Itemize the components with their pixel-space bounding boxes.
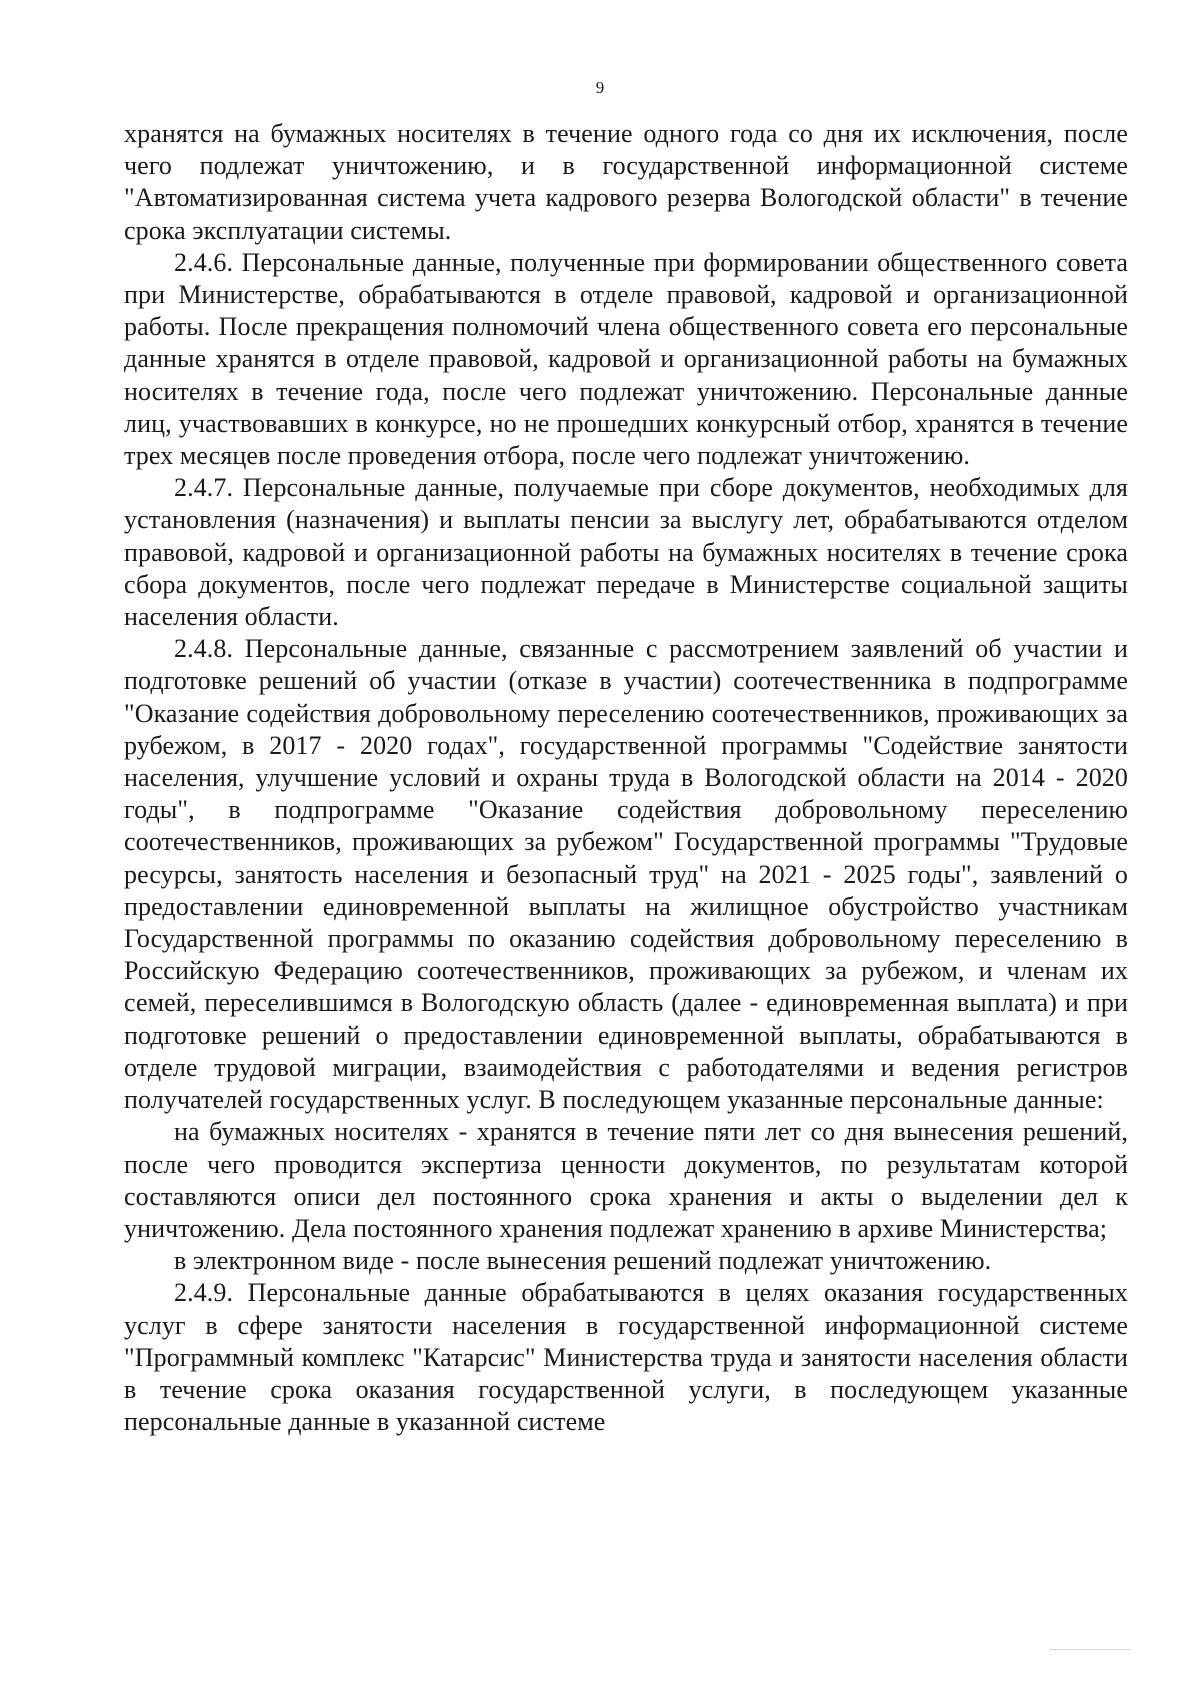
paragraph-2-4-6: 2.4.6. Персональные данные, полученные при формировании общественного совета при Министерстве, обрабатываются в отделе правовой, кадровой и организационной работы. После прекращения полномочий члена общественного совета его персональные данные хранятся в отделе правовой, кадровой и организационной работы на бумажных носителях в течение года, после чего подлежат уничтожению. Персональные данные лиц, участвовавших в конкурсе, но не прошедших конкурсный отбор, хранятся в течение трех месяцев после проведения отбора, после чего подлежат уничтожению. — [124, 247, 1128, 471]
page-number: 9 — [595, 78, 605, 97]
paragraph-2-4-8: 2.4.8. Персональные данные, связанные с рассмотрением заявлений об участии и подготовке решений об участии (отказе в участии) соотечественника в подпрограмме "Оказание содействия добровольному переселению соотечественников, проживающих за рубежом, в 2017 - 2020 годах", государственной программы "Содействие занятости населения, улучшение условий и охраны труда в Вологодской области на 2014 - 2020 годы", в подпрограмме "Оказание содействия добровольному переселению соотечественников, проживающих за рубежом" Государственной программы "Трудовые ресурсы, занятость населения и безопасный труд" на 2021 - 2025 годы", заявлений о предоставлении единовременной выплаты на жилищное обустройство участникам Государственной программы по оказанию содействия добровольному переселению в Российскую Федерацию соотечественников, проживающих за рубежом, и членам их семей, переселившимся в Вологодскую область (далее - единовременная выплата) и при подготовке решений о предоставлении единовременной выплаты, обрабатываются в отделе трудовой миграции, взаимодействия с работодателями и ведения регистров получателей государственных услуг. В последующем указанные персональные данные: — [124, 634, 1128, 1115]
paragraph-2-4-7: 2.4.7. Персональные данные, получаемые при сборе документов, необходимых для установления (назначения) и выплаты пенсии за выслугу лет, обрабатываются отделом правовой, кадровой и организационной работы на бумажных носителях в течение срока сбора документов, после чего подлежат передаче в Министерстве социальной защиты населения области. — [124, 473, 1128, 632]
document-body — [124, 118, 1128, 1438]
paragraph-paper-storage: на бумажных носителях - хранятся в течение пяти лет со дня вынесения решений, после чего проводится экспертиза ценности документов, по результатам которой составляются описи дел постоянного срока хранения и акты о выделении дел к уничтожению. Дела постоянного хранения подлежат хранению в архиве Министерства; — [124, 1117, 1128, 1243]
paragraph-continuation: хранятся на бумажных носителях в течение одного года со дня их исключения, после чего подлежат уничтожению, и в государственной информационной системе "Автоматизированная система учета кадрового резерва Вологодской области" в течение срока эксплуатации системы. — [124, 119, 1128, 245]
paragraph-electronic-storage: в электронном виде - после вынесения решений подлежат уничтожению. — [174, 1246, 992, 1276]
page-bottom-rule — [1050, 1649, 1130, 1650]
paragraph-2-4-9: 2.4.9. Персональные данные обрабатываются в целях оказания государственных услуг в сфере занятости населения в государственной информационной системе "Программный комплекс "Катарсис" Министерства труда и занятости населения области в течение срока оказания государственной услуги, в последующем указанные персональные данные в указанной системе — [124, 1278, 1128, 1437]
